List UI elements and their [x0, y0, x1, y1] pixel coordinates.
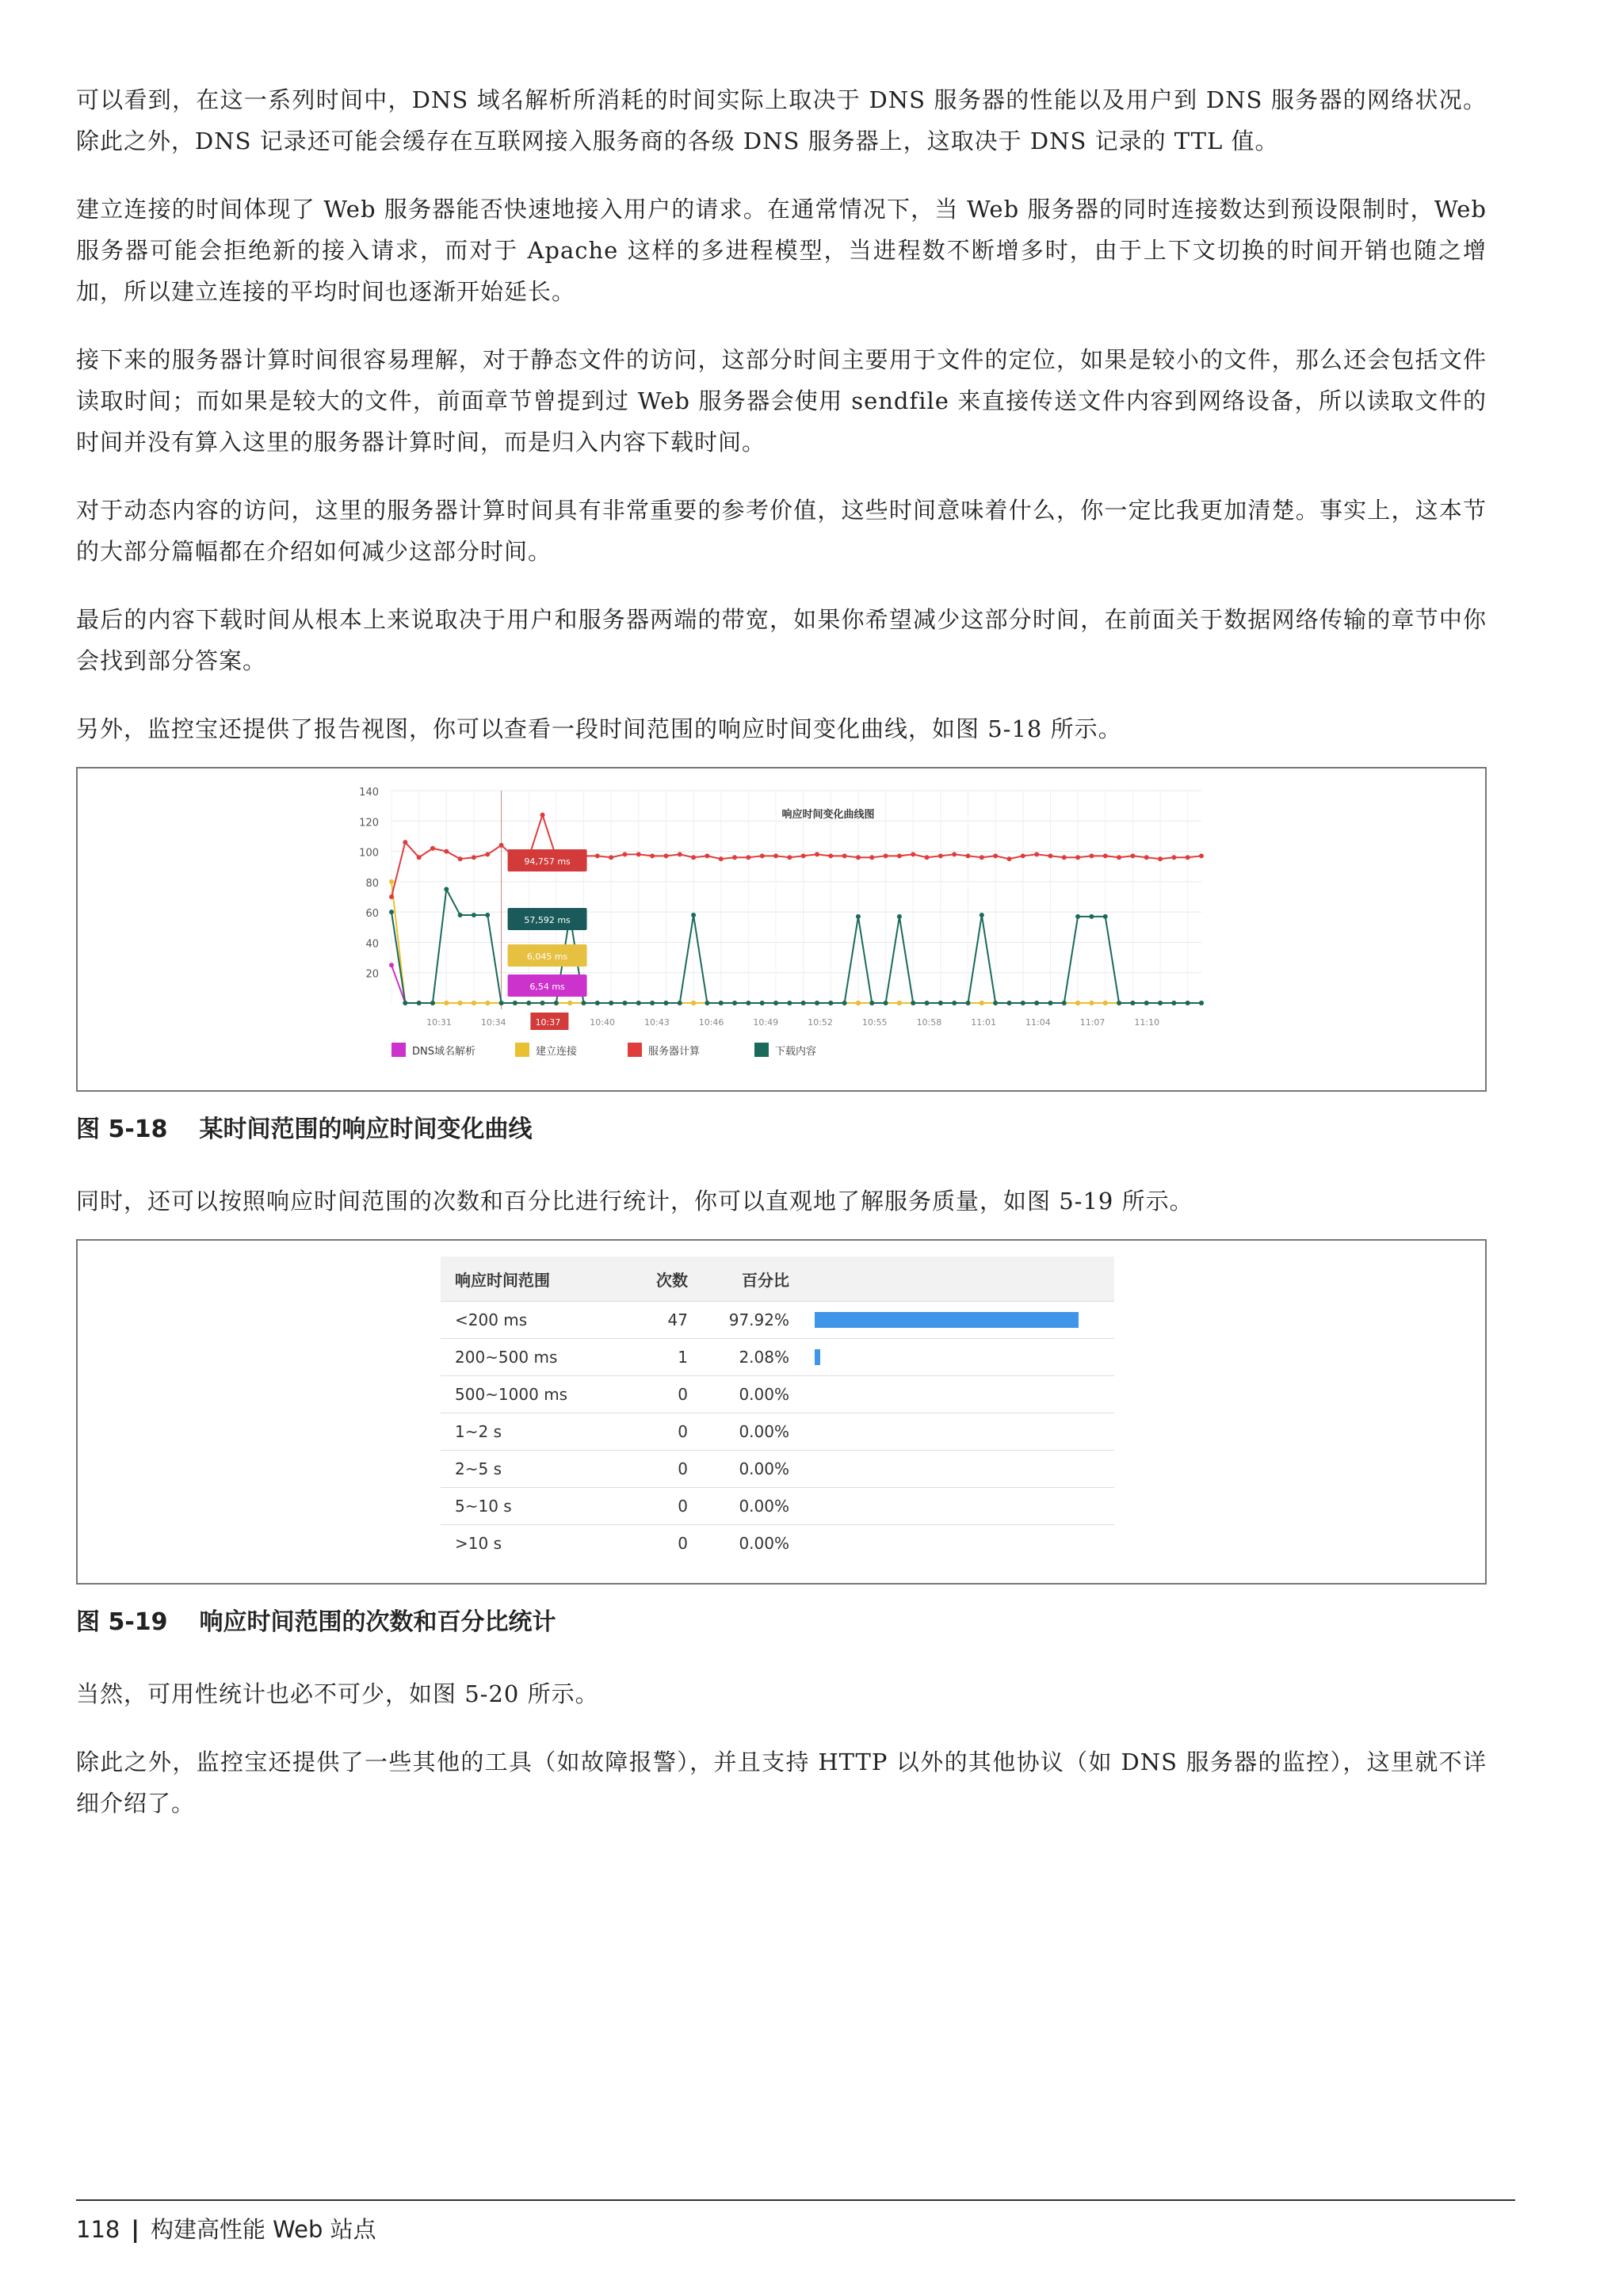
response-time-chart	[78, 769, 1485, 1087]
data-point	[567, 1001, 572, 1005]
data-point	[636, 852, 641, 856]
data-point	[884, 1001, 888, 1005]
percent-cell: 0.00%	[712, 1488, 800, 1525]
percent-bar-cell	[800, 1525, 1114, 1562]
data-point	[773, 853, 778, 858]
data-point	[1117, 855, 1121, 860]
range-cell: 1~2 s	[441, 1413, 622, 1451]
data-point	[1075, 914, 1080, 919]
x-tick-label: 10:52	[808, 1017, 833, 1028]
data-point	[801, 1001, 806, 1005]
data-point	[389, 879, 394, 884]
data-point	[485, 852, 490, 856]
percent-cell: 0.00%	[712, 1413, 800, 1451]
data-point	[1062, 1001, 1067, 1005]
data-point	[472, 913, 476, 917]
data-point	[746, 855, 750, 860]
data-point	[650, 1001, 655, 1005]
data-point	[1158, 856, 1163, 861]
legend-swatch	[515, 1043, 529, 1057]
data-point	[1089, 853, 1094, 858]
legend-swatch	[628, 1043, 642, 1057]
data-point	[499, 843, 504, 848]
data-point	[678, 852, 682, 856]
data-point	[787, 1001, 792, 1005]
data-point	[1158, 1001, 1163, 1005]
data-point	[897, 1001, 902, 1005]
data-point	[554, 1001, 559, 1005]
data-point	[1117, 1001, 1121, 1005]
data-point	[787, 855, 792, 860]
data-point	[417, 1001, 422, 1005]
table-row	[441, 1339, 1114, 1376]
data-point	[444, 849, 449, 854]
data-point	[980, 855, 984, 860]
data-point	[430, 846, 435, 851]
header-bar	[800, 1257, 1114, 1302]
header-count: 次数	[622, 1257, 712, 1302]
page-content	[76, 79, 1487, 1851]
data-point	[1048, 1001, 1052, 1005]
y-tick-label: 80	[365, 877, 379, 890]
data-point	[897, 853, 902, 858]
tooltip-text: 6,045 ms	[526, 952, 568, 962]
data-point	[622, 1001, 627, 1005]
legend-label: 下载内容	[775, 1046, 817, 1058]
range-cell: 5~10 s	[441, 1488, 622, 1525]
data-point	[458, 913, 463, 917]
data-point	[540, 1001, 545, 1005]
data-point	[911, 852, 915, 856]
data-point	[815, 1001, 819, 1005]
legend-label: 建立连接	[536, 1046, 578, 1058]
table-row	[441, 1488, 1114, 1525]
data-point	[801, 853, 806, 858]
x-tick-label: 10:40	[590, 1017, 615, 1028]
data-point	[1034, 852, 1039, 856]
legend-swatch	[391, 1043, 406, 1057]
paragraph: 另外，监控宝还提供了报告视图，你可以查看一段时间范围的响应时间变化曲线，如图 5-18 所示。	[76, 715, 1122, 742]
count-cell: 0	[622, 1376, 712, 1413]
legend-label: 服务器计算	[648, 1046, 701, 1058]
data-point	[719, 1001, 724, 1005]
data-point	[1021, 1001, 1025, 1005]
data-point	[444, 887, 449, 891]
data-point	[582, 1001, 586, 1005]
percent-bar	[815, 1349, 820, 1365]
count-cell: 0	[622, 1451, 712, 1488]
paragraph: 建立连接的时间体现了 Web 服务器能否快速地接入用户的请求。在通常情况下，当 Web 服务器的同时连接数达到预设限制时，Web 服务器可能会拒绝新的接入请求，而对于 Apache 这样的多进程模型，当进程数不断增多时，由于上下文切换的时间开销也随之增加，所以建立连接的平均时间也逐渐开始延长。	[76, 196, 1487, 305]
percent-bar-cell	[800, 1413, 1114, 1451]
x-tick-label: 10:31	[426, 1017, 452, 1028]
table-row	[441, 1525, 1114, 1562]
percent-cell: 2.08%	[712, 1339, 800, 1376]
data-point	[609, 1001, 613, 1005]
x-tick-label: 11:01	[971, 1017, 996, 1028]
data-point	[746, 1001, 750, 1005]
data-point	[966, 853, 971, 858]
data-point	[938, 1001, 943, 1005]
table-row	[441, 1376, 1114, 1413]
data-point	[1075, 1001, 1080, 1005]
data-point	[1062, 855, 1067, 860]
figure-5-19-box	[76, 1239, 1487, 1585]
page-number: 118	[76, 2216, 120, 2243]
paragraph: 除此之外，监控宝还提供了一些其他的工具（如故障报警），并且支持 HTTP 以外的其他协议（如 DNS 服务器的监控），这里就不详细介绍了。	[76, 1749, 1487, 1817]
x-tick-label: 10:55	[861, 1017, 888, 1028]
data-point	[842, 853, 847, 858]
data-point	[1006, 1001, 1011, 1005]
data-point	[595, 853, 600, 858]
data-point	[1199, 1001, 1204, 1005]
percent-bar	[815, 1312, 1079, 1328]
data-point	[622, 852, 627, 856]
data-point	[417, 855, 422, 860]
table-row	[441, 1302, 1114, 1339]
paragraph: 当然，可用性统计也必不可少，如图 5-20 所示。	[76, 1680, 599, 1707]
count-cell: 47	[622, 1302, 712, 1339]
figure-number: 图 5-19	[76, 1608, 168, 1636]
data-point	[499, 1001, 504, 1005]
data-point	[705, 853, 709, 858]
data-point	[1130, 853, 1135, 858]
data-point	[595, 1001, 600, 1005]
chart-title: 响应时间变化曲线图	[781, 809, 875, 821]
data-point	[842, 1001, 847, 1005]
data-point	[884, 853, 888, 858]
percent-cell: 97.92%	[712, 1302, 800, 1339]
data-point	[458, 1001, 463, 1005]
count-cell: 0	[622, 1525, 712, 1562]
data-point	[1034, 1001, 1039, 1005]
data-point	[911, 1001, 915, 1005]
data-point	[472, 855, 476, 860]
data-point	[1171, 855, 1176, 860]
figure-title: 响应时间范围的次数和百分比统计	[199, 1608, 556, 1636]
footer-separator: |	[131, 2216, 139, 2243]
data-point	[828, 1001, 833, 1005]
range-cell: <200 ms	[441, 1302, 622, 1339]
figure-caption	[76, 1602, 1487, 1637]
data-point	[869, 855, 874, 860]
percent-cell: 0.00%	[712, 1525, 800, 1562]
data-point	[403, 1001, 407, 1005]
data-point	[444, 1001, 449, 1005]
header-percent: 百分比	[712, 1257, 800, 1302]
data-point	[705, 1001, 709, 1005]
data-point	[828, 853, 833, 858]
x-tick-label: 11:04	[1025, 1017, 1051, 1028]
table-row	[441, 1451, 1114, 1488]
data-point	[1021, 853, 1025, 858]
count-cell: 0	[622, 1488, 712, 1525]
table-header-row	[441, 1257, 1114, 1302]
data-point	[678, 1001, 682, 1005]
x-tick-label: 10:34	[480, 1017, 506, 1028]
percent-bar-cell	[800, 1376, 1114, 1413]
range-cell: 2~5 s	[441, 1451, 622, 1488]
data-point	[526, 1001, 531, 1005]
tooltip-text: 6,54 ms	[529, 982, 565, 992]
data-point	[691, 913, 696, 917]
data-point	[966, 1001, 971, 1005]
paragraph: 同时，还可以按照响应时间范围的次数和百分比进行统计，你可以直观地了解服务质量，如图 5-19 所示。	[76, 1188, 1193, 1215]
data-point	[719, 856, 724, 861]
data-point	[1075, 855, 1080, 860]
data-point	[485, 913, 490, 917]
x-tick-label: 10:46	[698, 1017, 724, 1028]
data-point	[691, 855, 696, 860]
range-cell: 200~500 ms	[441, 1339, 622, 1376]
data-point	[650, 853, 655, 858]
data-point	[1089, 914, 1094, 919]
data-point	[993, 853, 998, 858]
figure-title: 某时间范围的响应时间变化曲线	[199, 1116, 533, 1143]
percent-bar-cell	[800, 1451, 1114, 1488]
data-point	[540, 813, 545, 818]
data-point	[1103, 853, 1108, 858]
percent-bar-cell	[800, 1488, 1114, 1525]
data-point	[1199, 853, 1204, 858]
data-point	[691, 1001, 696, 1005]
x-tick-label: 10:43	[644, 1017, 670, 1028]
y-tick-label: 40	[365, 938, 379, 951]
data-point	[485, 1001, 490, 1005]
data-point	[389, 963, 394, 967]
y-tick-label: 140	[359, 787, 379, 799]
book-title: 构建高性能 Web 站点	[150, 2216, 376, 2243]
y-tick-label: 120	[359, 817, 379, 830]
data-point	[1103, 914, 1108, 919]
data-point	[1171, 1001, 1176, 1005]
data-point	[925, 855, 930, 860]
data-point	[980, 1001, 984, 1005]
x-tick-label: 10:37	[535, 1017, 561, 1028]
data-point	[1144, 855, 1149, 860]
tooltip-text: 94,757 ms	[524, 856, 571, 868]
figure-number: 图 5-18	[76, 1116, 168, 1143]
data-point	[1048, 853, 1052, 858]
figure-5-18-box	[76, 767, 1487, 1092]
data-point	[760, 1001, 765, 1005]
data-point	[952, 1001, 957, 1005]
data-point	[925, 1001, 930, 1005]
data-point	[430, 1001, 435, 1005]
response-range-table	[441, 1257, 1114, 1562]
data-point	[513, 1001, 517, 1005]
data-point	[732, 855, 737, 860]
data-point	[856, 855, 861, 860]
percent-cell: 0.00%	[712, 1376, 800, 1413]
data-point	[1006, 856, 1011, 861]
data-point	[1186, 1001, 1190, 1005]
paragraph: 接下来的服务器计算时间很容易理解，对于静态文件的访问，这部分时间主要用于文件的定位，如果是较小的文件，那么还会包括文件读取时间；而如果是较大的文件，前面章节曾提到过 Web 服务器会使用 sendfile 来直接传送文件内容到网络设备，所以读取文件的时间并没有算入这里的服务器计算时间，而是归入内容下载时间。	[76, 346, 1487, 456]
paragraph: 可以看到，在这一系列时间中，DNS 域名解析所消耗的时间实际上取决于 DNS 服务器的性能以及用户到 DNS 服务器的网络状况。除此之外，DNS 记录还可能会缓存在互联网接入服务商的各级 DNS 服务器上，这取决于 DNS 记录的 TTL 值。	[76, 86, 1487, 154]
data-point	[856, 1001, 861, 1005]
data-point	[993, 1001, 998, 1005]
percent-bar-cell	[800, 1302, 1114, 1339]
header-range: 响应时间范围	[441, 1257, 622, 1302]
figure-caption	[76, 1109, 1487, 1144]
data-point	[1130, 1001, 1135, 1005]
legend-swatch	[754, 1043, 769, 1057]
range-cell: >10 s	[441, 1525, 622, 1562]
data-point	[663, 1001, 668, 1005]
x-tick-label: 10:49	[753, 1017, 779, 1028]
percent-cell: 0.00%	[712, 1451, 800, 1488]
data-point	[815, 852, 819, 856]
percent-bar-cell	[800, 1339, 1114, 1376]
data-point	[773, 1001, 778, 1005]
x-tick-label: 10:58	[916, 1017, 942, 1028]
count-cell: 0	[622, 1413, 712, 1451]
x-tick-label: 11:07	[1079, 1017, 1106, 1028]
data-point	[760, 853, 765, 858]
tooltip-text: 57,592 ms	[524, 915, 571, 925]
footer-rule	[76, 2199, 1515, 2201]
data-point	[952, 852, 957, 856]
page-footer	[76, 2212, 376, 2245]
data-point	[856, 914, 861, 919]
data-point	[458, 856, 463, 861]
data-point	[609, 855, 613, 860]
data-point	[389, 910, 394, 914]
y-tick-label: 20	[365, 968, 379, 981]
x-tick-label: 11:10	[1134, 1017, 1160, 1028]
data-point	[1186, 855, 1190, 860]
data-point	[1144, 1001, 1149, 1005]
data-point	[663, 853, 668, 858]
data-point	[938, 853, 943, 858]
data-point	[1089, 1001, 1094, 1005]
data-point	[389, 894, 394, 899]
data-point	[869, 1001, 874, 1005]
paragraph: 最后的内容下载时间从根本上来说取决于用户和服务器两端的带宽，如果你希望减少这部分时间，在前面关于数据网络传输的章节中你会找到部分答案。	[76, 606, 1487, 674]
data-point	[897, 914, 902, 919]
data-point	[1103, 1001, 1108, 1005]
y-tick-label: 60	[365, 908, 379, 921]
legend-label: DNS域名解析	[412, 1046, 475, 1058]
data-point	[980, 913, 984, 917]
table-row	[441, 1413, 1114, 1451]
paragraph: 对于动态内容的访问，这里的服务器计算时间具有非常重要的参考价值，这些时间意味着什么，你一定比我更加清楚。事实上，这本节的大部分篇幅都在介绍如何减少这部分时间。	[76, 497, 1487, 565]
range-cell: 500~1000 ms	[441, 1376, 622, 1413]
y-tick-label: 100	[359, 847, 379, 860]
data-point	[472, 1001, 476, 1005]
data-point	[403, 840, 407, 845]
data-point	[732, 1001, 737, 1005]
data-point	[636, 1001, 641, 1005]
count-cell: 1	[622, 1339, 712, 1376]
